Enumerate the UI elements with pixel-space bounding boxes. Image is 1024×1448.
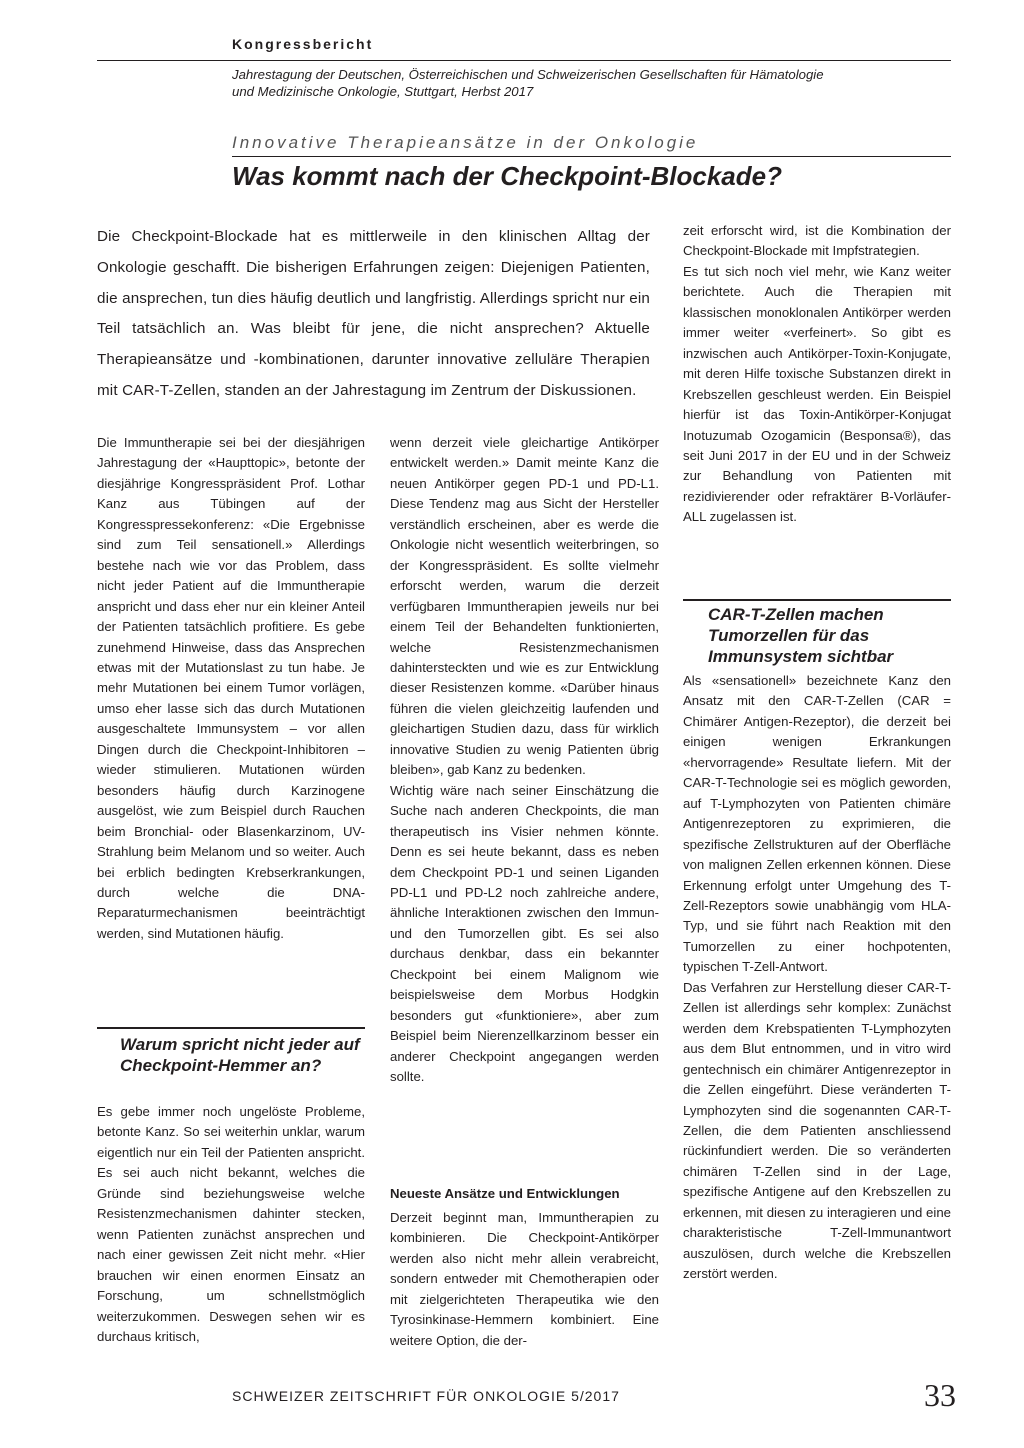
article-lead: Die Checkpoint-Blockade hat es mittlerweile in den klinischen Alltag der Onkologie geschafft. Die bisherigen Erfahrungen zeigen: Diejenigen Patienten, die ansprechen, tun dies häufig deutlich und langfristig. Allerdings spricht nur ein Teil tatsächlich an. Was bleibt für jene, die nicht ansprechen? Aktuelle Therapieansätze und -kombinationen, darunter innovative zelluläre Therapien mit CAR-T-Zellen, standen an der Jahrestagung im Zentrum der Diskussionen. — [97, 228, 650, 399]
column-3-section-body — [683, 671, 951, 1285]
header-rule — [97, 60, 951, 61]
paragraph: wenn derzeit viele gleichartige Antikörper entwickelt werden.» Damit meinte Kanz die neuen Antikörper gegen PD-1 und PD-L1. Diese Tendenz mag aus Sicht der Hersteller verständlich erscheinen, aber es werde die Onkologie nicht wesentlich weiterbringen, so der Kongresspräsident. Es sollte vielmehr erforscht werden, warum die derzeit verfügbaren Immuntherapien jeweils nur bei einem Teil der Behandelten funktionierten, welche Resistenzmechanismen dahintersteckten und wie es zur Entwicklung dieser Resistenzen komme. «Darüber hinaus führen die vielen gleichzeitig laufenden und gleichartigen Studien dazu, dass für wirklich innovative Studien zu wenig Patienten übrig bleiben», gab Kanz zu bedenken. — [390, 435, 659, 778]
article-title: Was kommt nach der Checkpoint-Blockade? — [232, 161, 782, 191]
conference-info-line2: und Medizinische Onkologie, Stuttgart, Herbst 2017 — [232, 84, 534, 99]
paragraph: zeit erforscht wird, ist die Kombination der Checkpoint-Blockade mit Impfstrategien. — [683, 223, 951, 259]
section-label: Kongressbericht — [232, 36, 374, 52]
paragraph: Es gebe immer noch ungelöste Probleme, betonte Kanz. So sei weiterhin unklar, warum eigentlich nur ein Teil der Patienten anspricht. Es sei auch nicht bekannt, welches die Gründe sind beziehungsweise welche Resistenzmechanismen dahinter stecken, wenn Patienten zunächst ansprechen und nach einer gewissen Zeit nicht mehr. «Hier brauchen wir einen enormen Einsatz an Forschung, um schnellstmöglich weiterzukommen. Deswegen sehen wir es durchaus kritisch, — [97, 1104, 365, 1344]
column-1-body — [97, 433, 365, 944]
column-2-body — [390, 433, 659, 1088]
subhead-checkpoint: Warum spricht nicht jeder auf Checkpoint-Hemmer an? — [120, 1035, 360, 1075]
paragraph: Es tut sich noch viel mehr, wie Kanz weiter berichtete. Auch die Therapien mit klassischen monoklonalen Antikörper werden immer weiter «verfeinert». So gibt es inzwischen auch Antikörper-Toxin-Konjugate, mit deren Hilfe toxische Substanzen direkt in Krebszellen geschleust werden. Ein Beispiel hierfür ist das Toxin-Antikörper-Konjugat Inotuzumab Ozogamicin (Besponsa®), das seit Juni 2017 in der EU und in der Schweiz zur Behandlung von Patienten mit rezidivierender oder refraktärer B-Vorläufer-ALL zugelassen ist. — [683, 263, 951, 525]
conference-info-line1: Jahrestagung der Deutschen, Österreichischen und Schweizerischen Gesellschaften für Hämatologie — [232, 67, 824, 82]
column-3-body — [683, 221, 951, 528]
paragraph: Wichtig wäre nach seiner Einschätzung die Suche nach anderen Checkpoints, die man therapeutisch ins Visier nehmen könnte. Denn es sei heute bekannt, dass es neben dem Checkpoint PD-1 und seinen Liganden PD-L1 und PD-L2 noch zahlreiche andere, ähnliche Interaktionen zwischen den Immun- und den Tumorzellen gibt. Es sei also durchaus denkbar, dass ein bekannter Checkpoint bei einem Malignom wie beispielsweise dem Morbus Hodgkin besonders gut «funktioniere», aber zum Beispiel beim Nierenzellkarzinom besser ein anderer Checkpoint angegangen werden sollte. — [390, 782, 659, 1085]
conference-info — [232, 66, 952, 100]
subhead-rule-3 — [683, 599, 951, 601]
subhead-neueste-ansaetze: Neueste Ansätze und Entwicklungen — [390, 1186, 620, 1201]
paragraph: Als «sensationell» bezeichnete Kanz den Ansatz mit den CAR-T-Zellen (CAR = Chimärer Antigen-Rezeptor), die derzeit bei einigen wenigen Erkrankungen «hervorragende» Resultate liefern. Mit der CAR-T-Technologie sei es möglich geworden, auf T-Lymphozyten von Patienten chimäre Antigenrezeptoren zu exprimieren, die spezifische Zellstrukturen auf der Oberfläche von malignen Zellen erkennen können. Diese Erkennung erfolgt unter Umgehung des T-Zell-Rezeptors sowie unabhängig vom HLA-Typ, und sie führt nach Reaktion mit den Tumorzellen zu einer hochpotenten, typischen T-Zell-Antwort. — [683, 673, 951, 975]
column-1-section-body — [97, 1102, 365, 1347]
subhead-rule-1 — [97, 1027, 365, 1029]
paragraph: Das Verfahren zur Herstellung dieser CAR-T-Zellen ist allerdings sehr komplex: Zunächst werden dem Krebspatienten T-Lymphozyten aus dem Blut entnommen, und in vitro wird gentechnisch ein chimärer Antigenrezeptor in die Zellen eingeführt. Diese veränderten T-Lymphozyten sind die sogenannten CAR-T-Zellen, die dem Patienten anschliessend rückinfundiert werden. Die so veränderten chimären T-Zellen sind in der Lage, spezifische Antigene auf den Krebszellen zu erkennen, mit diesen zu interagieren und eine charakteristische T-Zell-Immunantwort auszulösen, durch welche die Krebszellen zerstört werden. — [683, 979, 951, 1282]
article-kicker: Innovative Therapieansätze in der Onkologie — [232, 133, 699, 152]
paragraph: Derzeit beginnt man, Immuntherapien zu kombinieren. Die Checkpoint-Antikörper werden also nicht mehr allein verabreicht, sondern entweder mit Chemotherapien oder mit zielgerichteten Therapeutika wie den Tyrosinkinase-Hemmern kombiniert. Eine weitere Option, die der- — [390, 1210, 659, 1348]
paragraph: Die Immuntherapie sei bei der diesjährigen Jahrestagung der «Haupttopic», betonte der diesjährige Kongresspräsident Prof. Lothar Kanz aus Tübingen auf der Kongresspressekonferenz: «Die Ergebnisse sind zum Teil sensationell.» Allerdings bestehe nach wie vor das Problem, dass nicht jeder Patient auf die Immuntherapie anspricht und dass eher nur ein kleiner Anteil der Patienten tatsächlich profitiere. Es gebe zunehmend Hinweise, dass das Ansprechen etwas mit der Mutationslast zu tun habe. Je mehr Mutationen bei einem Tumor vorlägen, umso eher lasse sich das durch Mutationen ausgeschaltete Immunsystem – vor allen Dingen durch die Checkpoint-Inhibitoren – wieder stimulieren. Mutationen würden besonders häufig durch Karzinogene ausgelöst, wie zum Beispiel durch Rauchen beim Bronchial- oder Blasenkarzinom, UV-Strahlung beim Melanom und so weiter. Auch bei erblich bedingten Krebserkrankungen, durch welche die DNA-Reparaturmechanismen beeinträchtigt werden, sind Mutationen häufig. — [97, 435, 365, 941]
title-rule — [232, 156, 951, 157]
journal-footer: SCHWEIZER ZEITSCHRIFT FÜR ONKOLOGIE 5/2017 — [232, 1388, 620, 1404]
column-2-section-body — [390, 1208, 659, 1351]
page-number: 33 — [924, 1377, 956, 1413]
subhead-car-t: CAR-T-Zellen machen Tumorzellen für das Immunsystem sichtbar — [708, 605, 894, 666]
